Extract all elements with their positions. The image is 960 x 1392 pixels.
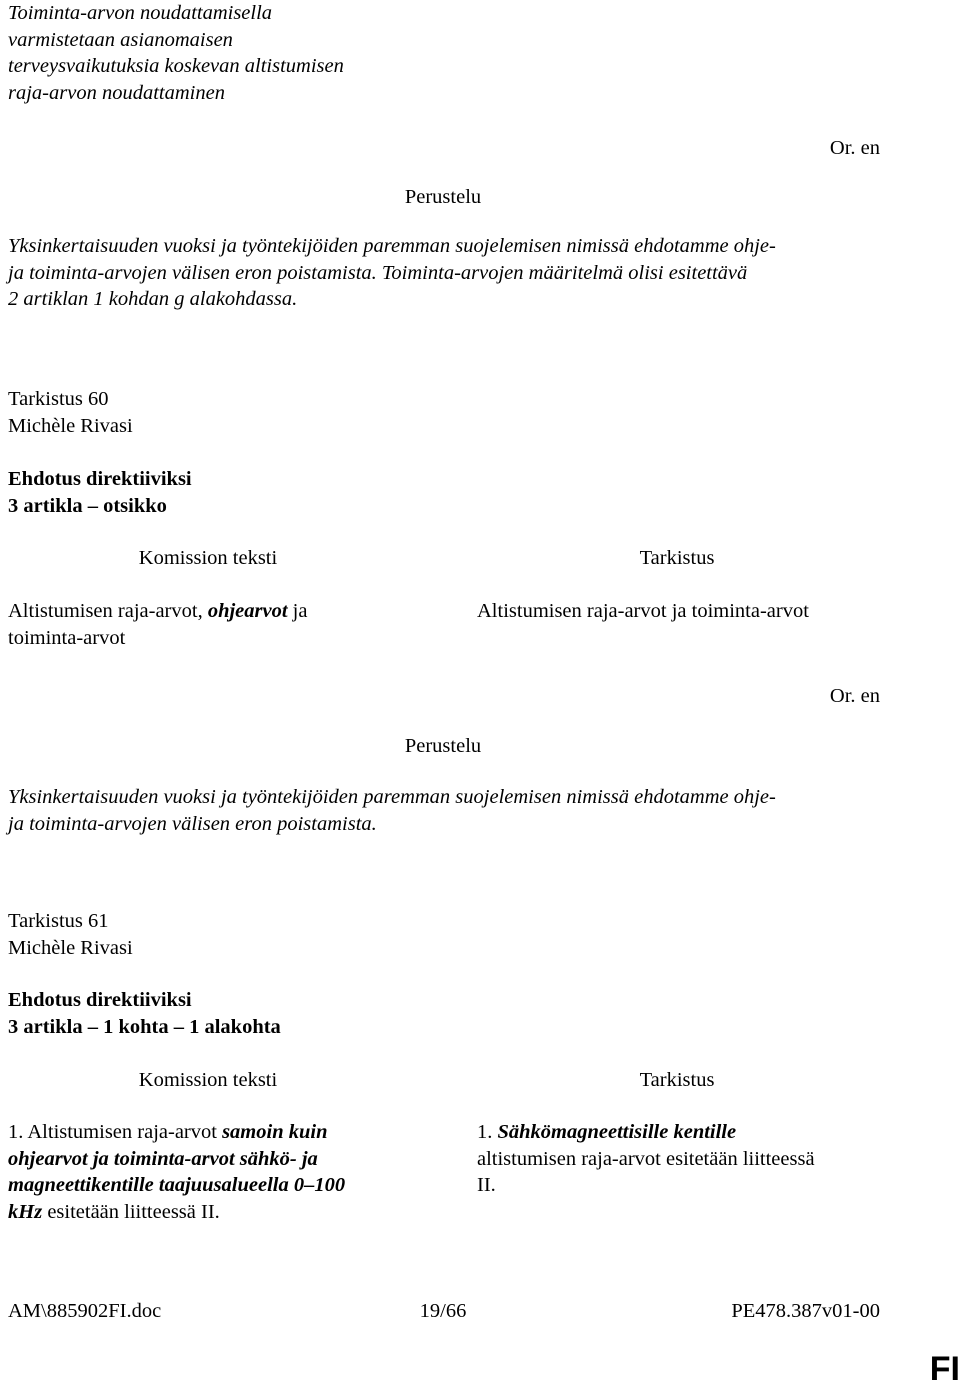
amendment-61-article: 3 artikla – 1 kohta – 1 alakohta: [8, 1016, 281, 1038]
previous-amendment-tail: [8, 0, 468, 106]
text-run: ja: [287, 600, 308, 622]
amendment-61-proposal: Ehdotus direktiiviksi: [8, 989, 192, 1011]
footer-page-number: 19/66: [419, 1300, 467, 1322]
commission-text-line: [8, 1119, 418, 1146]
commission-text-line: toiminta-arvot: [8, 626, 126, 649]
original-language: Or. en: [829, 137, 880, 159]
original-language: Or. en: [829, 685, 880, 707]
tail-line: raja-arvon noudattaminen: [8, 81, 225, 104]
added-text: Sähkömagneettisille kentille: [497, 1121, 737, 1143]
justification-line: Yksinkertaisuuden vuoksi ja työntekijöiden paremman suojelemisen nimissä ehdotamme ohje-: [8, 235, 776, 257]
commission-text: [8, 1119, 418, 1225]
amendment-text-line: altistumisen raja-arvot esitetään liitteessä: [477, 1147, 815, 1170]
justification-text: [8, 784, 878, 837]
commission-text-header: Komission teksti: [138, 1069, 278, 1091]
amendment-text: Altistumisen raja-arvot ja toiminta-arvot: [477, 600, 809, 622]
deleted-text: kHz: [8, 1200, 43, 1223]
amendment-60-title: Tarkistus 60: [8, 388, 109, 410]
text-run: esitetään liitteessä II.: [42, 1200, 220, 1223]
footer-language-code: FI: [929, 1350, 960, 1388]
deleted-text: ohjearvot ja toiminta-arvot sähkö- ja: [8, 1147, 318, 1170]
amendment-60-author: Michèle Rivasi: [8, 415, 133, 437]
tail-line: varmistetaan asianomaisen: [8, 28, 233, 51]
amendment-text-line: II.: [477, 1174, 496, 1196]
text-run: 1.: [477, 1121, 498, 1143]
amendment-61-author: Michèle Rivasi: [8, 937, 133, 959]
amendment-text-line: [477, 1119, 897, 1146]
text-run: 1. Altistumisen raja-arvot: [8, 1121, 223, 1143]
tail-line: terveysvaikutuksia koskevan altistumisen: [8, 55, 344, 77]
footer-pe-ref: PE478.387v01-00: [731, 1300, 880, 1322]
justification-line: Yksinkertaisuuden vuoksi ja työntekijöiden paremman suojelemisen nimissä ehdotamme ohje-: [8, 786, 776, 808]
commission-text-line: [8, 598, 408, 625]
amendment-header: Tarkistus: [639, 547, 715, 569]
footer-doc-ref: AM\885902FI.doc: [8, 1300, 162, 1322]
justification-text: [8, 233, 878, 313]
amendment-60-article: 3 artikla – otsikko: [8, 495, 167, 517]
tail-line: Toiminta-arvon noudattamisella: [8, 2, 273, 24]
commission-text-line: [8, 1199, 418, 1226]
justification-heading: Perustelu: [404, 186, 482, 208]
amendment-text: [477, 1119, 897, 1199]
amendment-61-title: Tarkistus 61: [8, 910, 109, 932]
commission-text-header: Komission teksti: [138, 547, 278, 569]
justification-line: 2 artiklan 1 kohdan g alakohdassa.: [8, 288, 298, 310]
justification-heading: Perustelu: [404, 735, 482, 757]
amendment-header: Tarkistus: [639, 1069, 715, 1091]
justification-line: ja toiminta-arvojen välisen eron poistamista.: [8, 812, 377, 835]
commission-text: [8, 598, 408, 651]
amendment-60-proposal: Ehdotus direktiiviksi: [8, 468, 192, 490]
deleted-text: magneettikentille taajuusalueella 0–100: [8, 1174, 346, 1196]
justification-line: ja toiminta-arvojen välisen eron poistamista. Toiminta-arvojen määritelmä olisi esitettävä: [8, 261, 748, 284]
deleted-text: samoin kuin: [222, 1121, 328, 1143]
deleted-text: ohjearvot: [207, 600, 288, 622]
text-run: Altistumisen raja-arvot,: [8, 600, 208, 622]
